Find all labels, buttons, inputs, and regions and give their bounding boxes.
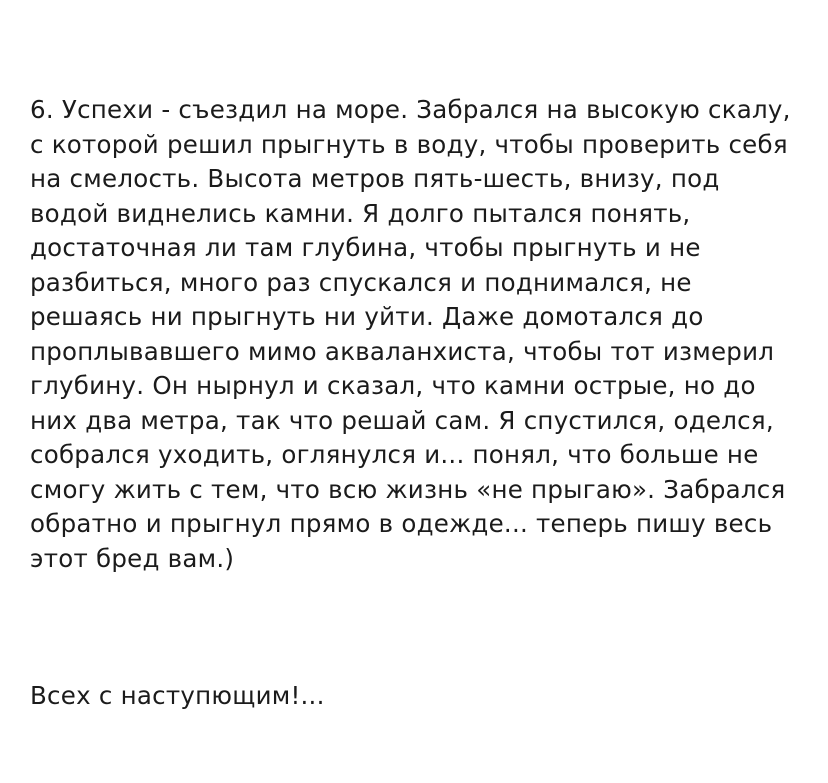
paragraph-closing: Всех с наступющим!...	[30, 681, 325, 710]
paragraph-story: 6. Успехи - съездил на море. Забрался на высокую скалу, с которой решил прыгнуть в воду, чтобы проверить себя на смелость. Высота метров пять-шесть, внизу, под водой виднелись камни. Я долго пытался понять, достаточная ли там глубина, чтобы прыгнуть и не разбиться, много раз спускался и поднимался, не решаясь ни прыгнуть ни уйти. Даже домотался до проплывавшего мимо акваланхиста, чтобы тот измерил глубину. Он нырнул и сказал, что камни острые, но до них два метра, так что решай сам. Я спустился, оделся, собрался уходить, оглянулся и... понял, что больше не смогу жить с тем, что всю жизнь «не прыгаю». Забрался обратно и прыгнул прямо в одежде... теперь пишу весь этот бред вам.)	[30, 95, 799, 573]
document-body	[30, 24, 799, 783]
